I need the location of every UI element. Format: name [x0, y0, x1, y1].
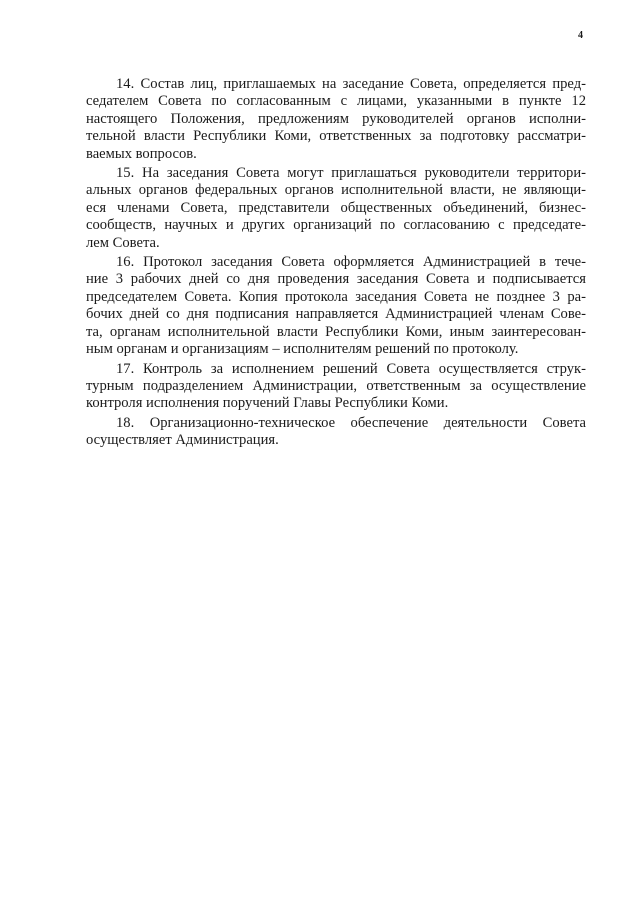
text-line: осуществляет Администрация.	[86, 432, 279, 449]
text-line: 15. На заседания Совета могут приглашаться руководители территори-	[116, 165, 586, 182]
text-line: седателем Совета по согласованным с лицами, указанными в пункте 12	[86, 93, 586, 110]
text-line: председателем Совета. Копия протокола заседания Совета не позднее 3 ра-	[86, 288, 586, 305]
text-line: еся членами Совета, представители общественных объединений, бизнес-	[86, 199, 586, 216]
paragraph-16	[86, 254, 586, 358]
text-line: 18. Организационно-техническое обеспечение деятельности Совета	[116, 414, 586, 431]
text-line: ным органам и организациям – исполнителям решений по протоколу.	[86, 341, 519, 358]
text-line: ние 3 рабочих дней со дня проведения заседания Совета и подписывается	[86, 271, 586, 288]
page-number: 4	[578, 30, 583, 41]
text-line: альных органов федеральных органов исполнительной власти, не являющи-	[86, 182, 586, 199]
paragraph-15	[86, 165, 586, 252]
paragraph-17	[86, 361, 586, 413]
document-body	[86, 76, 586, 452]
paragraph-14	[86, 76, 586, 163]
text-line: турным подразделением Администрации, ответственным за осуществление	[86, 377, 586, 394]
text-line: 17. Контроль за исполнением решений Совета осуществляется струк-	[116, 360, 586, 377]
text-line: лем Совета.	[86, 234, 160, 251]
text-line: контроля исполнения поручений Главы Республики Коми.	[86, 395, 449, 412]
text-line: тельной власти Республики Коми, ответственных за подготовку рассматри-	[86, 128, 586, 145]
text-line: настоящего Положения, предложениям руководителей органов исполни-	[86, 110, 586, 127]
text-line: 14. Состав лиц, приглашаемых на заседание Совета, определяется пред-	[116, 76, 586, 92]
text-line: та, органам исполнительной власти Республики Коми, иным заинтересован-	[86, 323, 586, 340]
text-line: бочих дней со дня подписания направляется Администрацией членам Сове-	[86, 306, 586, 323]
text-line: 16. Протокол заседания Совета оформляется Администрацией в тече-	[116, 254, 586, 271]
text-line: сообществ, научных и других организаций по согласованию с председате-	[86, 217, 586, 234]
text-line: ваемых вопросов.	[86, 145, 197, 162]
paragraph-18	[86, 415, 586, 450]
